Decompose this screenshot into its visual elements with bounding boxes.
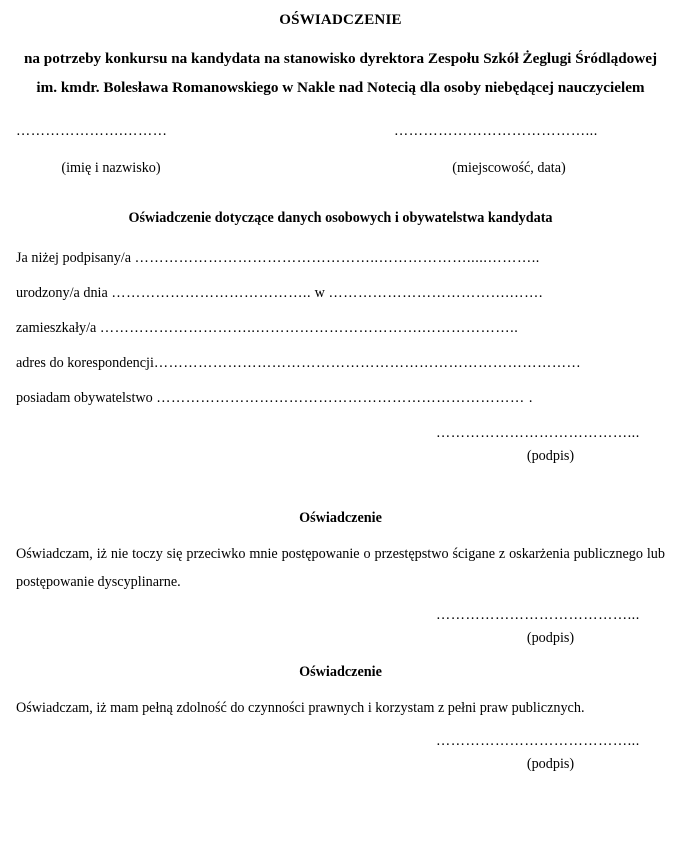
field-row-citizenship (16, 390, 665, 406)
signature-dotted-line-criminal[interactable]: …………………………………... (436, 607, 640, 623)
spacer-after-criminal-heading (16, 528, 665, 540)
signature-block-capacity (16, 734, 665, 782)
signature-caption-criminal: (podpis) (526, 630, 575, 646)
paragraph-criminal-statement: Oświadczam, iż nie toczy się przeciwko mnie postępowanie o przestępstwo ścigane z oskarżenia publicznego lub postępowanie dyscyplinarne. (16, 546, 665, 590)
spacer-before-criminal-section (16, 474, 665, 508)
paragraph-legal-capacity-statement: Oświadczam, iż mam pełną zdolność do czynności prawnych i korzystam z pełni praw publicznych. (16, 700, 585, 716)
signature-dotted-line-capacity[interactable]: …………………………………... (436, 733, 640, 749)
place-date-caption: (miejscowość, data) (452, 160, 566, 176)
signature-dotted-line-personal[interactable]: …………………………………... (436, 425, 640, 441)
field-input-residence[interactable]: …………………………..…………………………….……………….. (99, 320, 519, 336)
place-date-dotted-line[interactable]: …………………………………... (394, 123, 598, 139)
field-input-birthdate[interactable]: ………………………………….. (111, 285, 312, 301)
field-row-residence (16, 320, 665, 336)
spacer-after-personal-heading (16, 228, 665, 250)
field-row-undersigned (16, 250, 665, 266)
spacer-after-capacity-heading (16, 682, 665, 694)
field-input-correspondence-address[interactable]: …………………………………………………………………………… (153, 355, 582, 371)
header-field-block (16, 124, 665, 186)
field-label-citizenship: posiadam obywatelstwo (16, 390, 157, 406)
field-label-correspondence-address: adres do korespondencji (16, 355, 154, 371)
document-subtitle: na potrzeby konkursu na kandydata na stanowisko dyrektora Zespołu Szkół Żeglugi Śródlądowej im. kmdr. Bolesława Romanowskiego w Nakle nad Notecią dla osoby niebędącej nauczycielem (23, 50, 658, 96)
section-heading-criminal: Oświadczenie (299, 510, 382, 526)
field-label-birthplace: w (311, 285, 329, 301)
place-date-field-group (394, 124, 624, 176)
field-label-birthdate: urodzony/a dnia (16, 285, 112, 301)
field-label-undersigned: Ja niżej podpisany/a (16, 250, 135, 266)
signature-caption-capacity: (podpis) (526, 756, 575, 772)
field-label-residence: zamieszkały/a (16, 320, 100, 336)
signature-block-personal (16, 426, 665, 474)
field-input-undersigned[interactable]: …………………………………………..……………….....……….. (134, 250, 540, 266)
document-title: OŚWIADCZENIE (279, 12, 402, 28)
name-dotted-line[interactable]: ………………….……… (16, 123, 168, 139)
field-input-citizenship[interactable]: ………………………………………………………………… . (156, 390, 533, 406)
section-heading-legal-capacity: Oświadczenie (299, 664, 382, 680)
name-field-group (16, 124, 206, 176)
section-heading-personal-data: Oświadczenie dotyczące danych osobowych i obywatelstwa kandydata (128, 210, 553, 226)
name-caption: (imię i nazwisko) (61, 160, 161, 176)
field-input-birthplace[interactable]: ……………………………….……. (328, 285, 543, 301)
signature-caption-personal: (podpis) (526, 448, 575, 464)
signature-block-criminal (16, 608, 665, 656)
field-row-correspondence-address (16, 355, 665, 371)
spacer-before-personal-section (16, 186, 665, 208)
spacer-after-subtitle (16, 102, 665, 124)
field-row-birthdate (16, 285, 665, 301)
